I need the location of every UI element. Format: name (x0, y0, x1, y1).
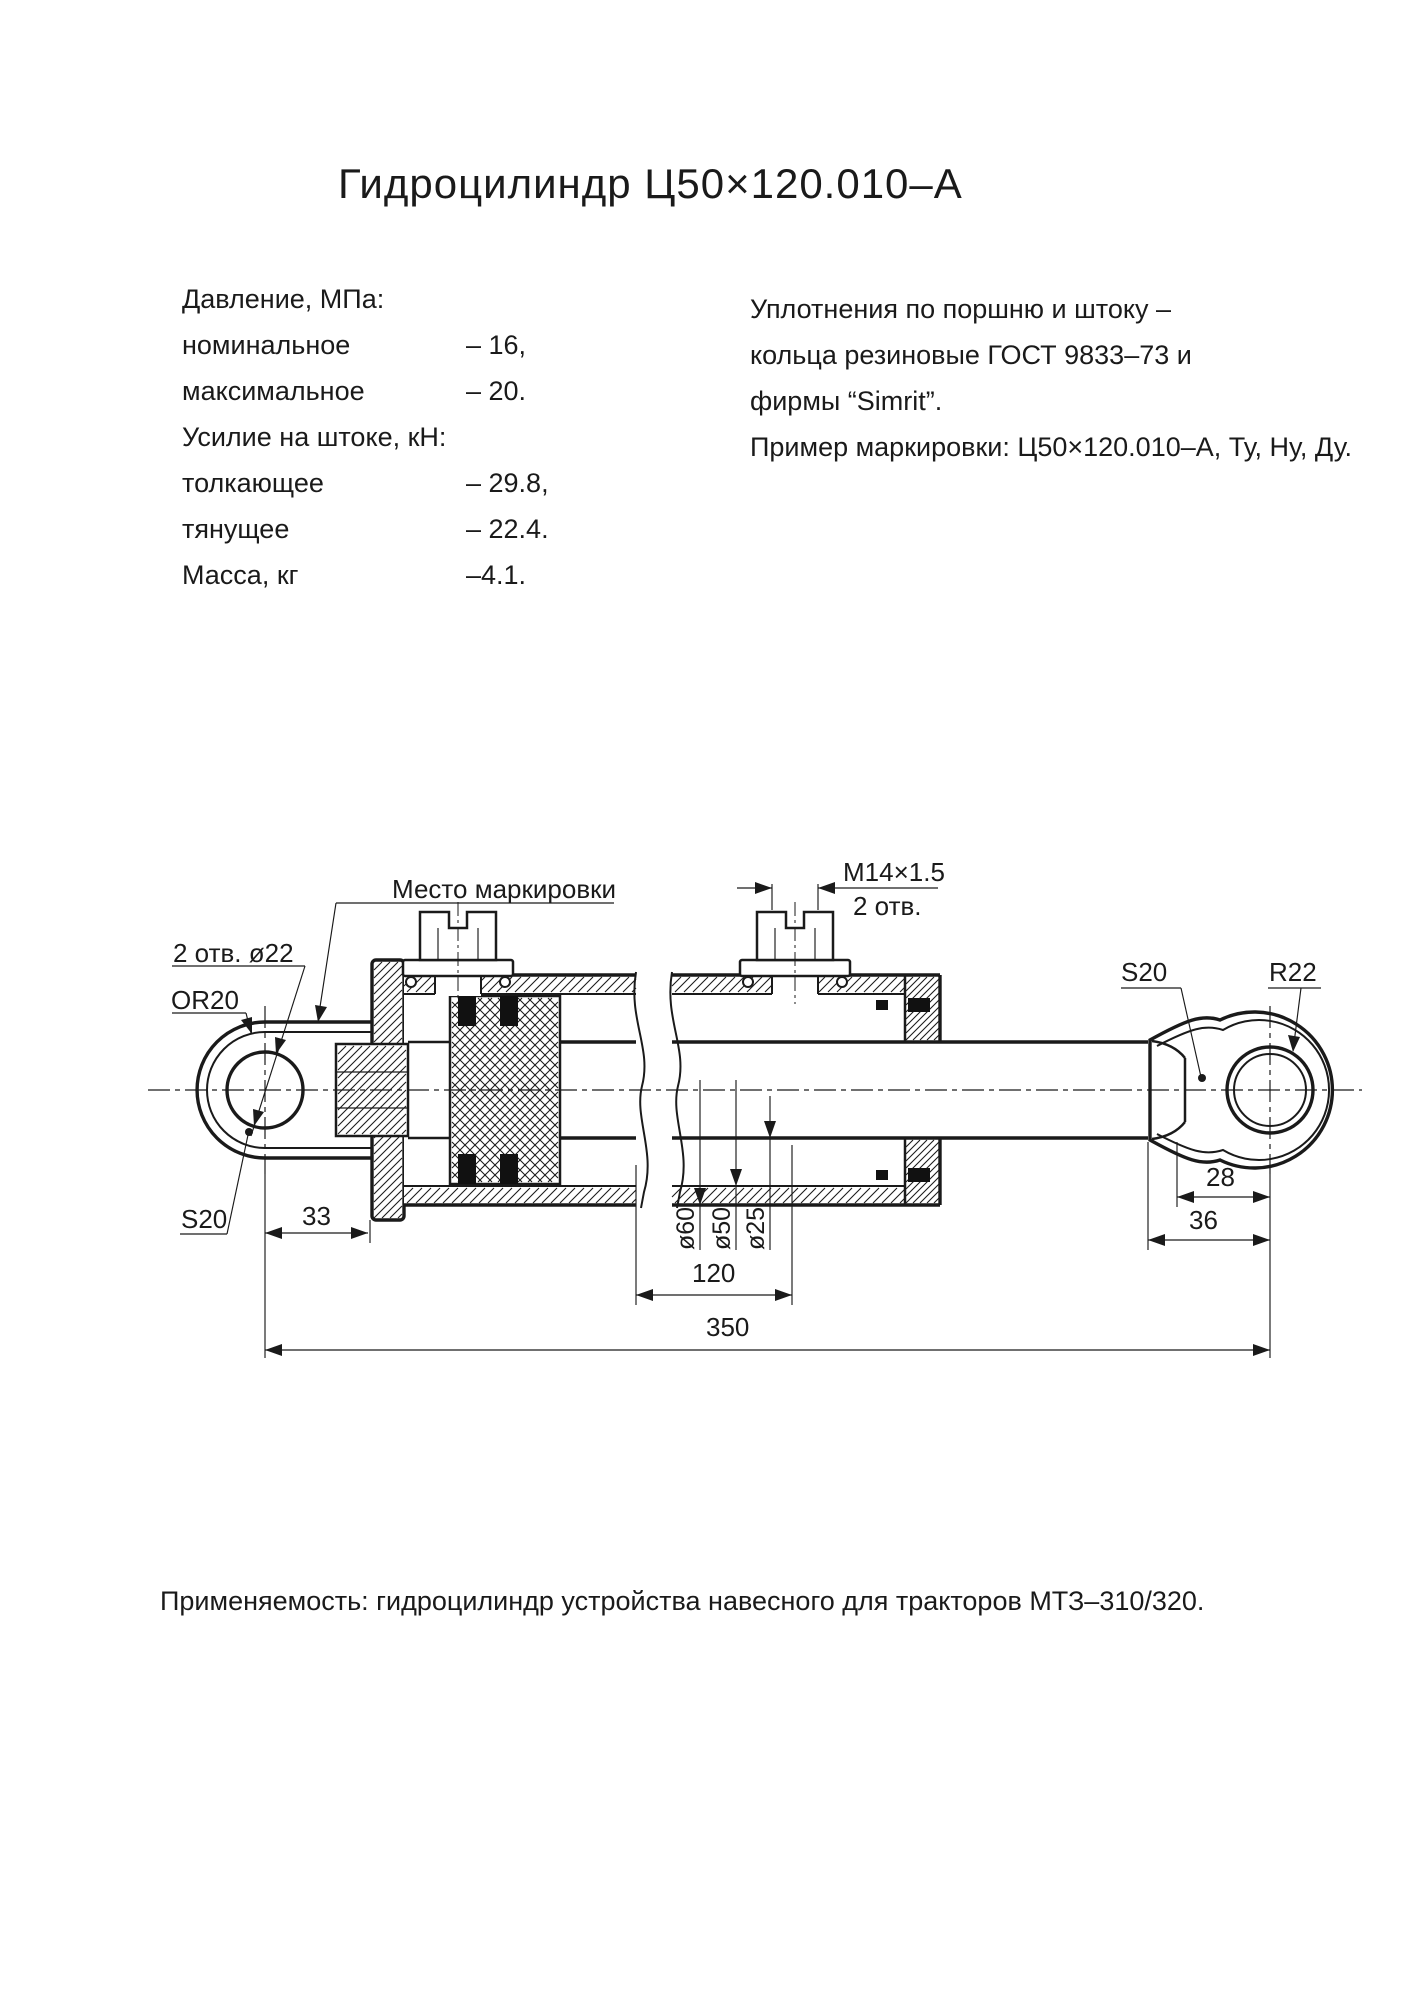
dim-350-label: 350 (706, 1312, 750, 1342)
piston (450, 996, 560, 1184)
s20-right-label: S20 (1121, 957, 1168, 987)
note-line: фирмы “Simrit”. (750, 386, 943, 416)
note-line: Уплотнения по поршню и штоку – (750, 294, 1172, 324)
two-holes-label: 2 отв. (853, 891, 922, 921)
dim-120-label: 120 (692, 1258, 736, 1288)
spec-value: – 22.4. (466, 514, 549, 544)
application-note: Применяемость: гидроцилиндр устройства навесного для тракторов МТЗ–310/320. (160, 1586, 1205, 1616)
or20-label: OR20 (171, 985, 239, 1015)
dim-36-label: 36 (1189, 1205, 1218, 1235)
spec-label: тянущее (182, 514, 290, 544)
dia-50-label: ø50 (708, 1206, 736, 1250)
s20-left-label: S20 (181, 1204, 228, 1234)
spec-label: толкающее (182, 468, 324, 498)
spec-label: номинальное (182, 330, 351, 360)
spec-value: – 29.8, (466, 468, 549, 498)
dia-60-label: ø60 (672, 1206, 700, 1250)
thread-m14-label: М14×1.5 (843, 857, 945, 887)
spec-label: Усилие на штоке, кН: (182, 422, 447, 452)
spec-value: –4.1. (466, 560, 527, 590)
dim-33-label: 33 (302, 1201, 331, 1231)
eye-holes-dia22-label: 2 отв. ø22 (173, 938, 294, 968)
spec-value: – 20. (466, 376, 527, 406)
note-line: кольца резиновые ГОСТ 9833–73 и (750, 340, 1192, 370)
spec-label: Масса, кг (182, 560, 299, 590)
page-title: Гидроцилиндр Ц50×120.010–А (338, 160, 963, 207)
spec-label: Давление, МПа: (182, 284, 385, 314)
spec-label: максимальное (182, 376, 365, 406)
spec-value: – 16, (466, 330, 527, 360)
note-line: Пример маркировки: Ц50×120.010–А, Ту, Ну, Ду. (750, 432, 1353, 462)
r22-label: R22 (1269, 957, 1317, 987)
marking-place-label: Место маркировки (392, 874, 617, 904)
dim-28-label: 28 (1206, 1162, 1235, 1192)
dia-25-label: ø25 (742, 1206, 770, 1250)
